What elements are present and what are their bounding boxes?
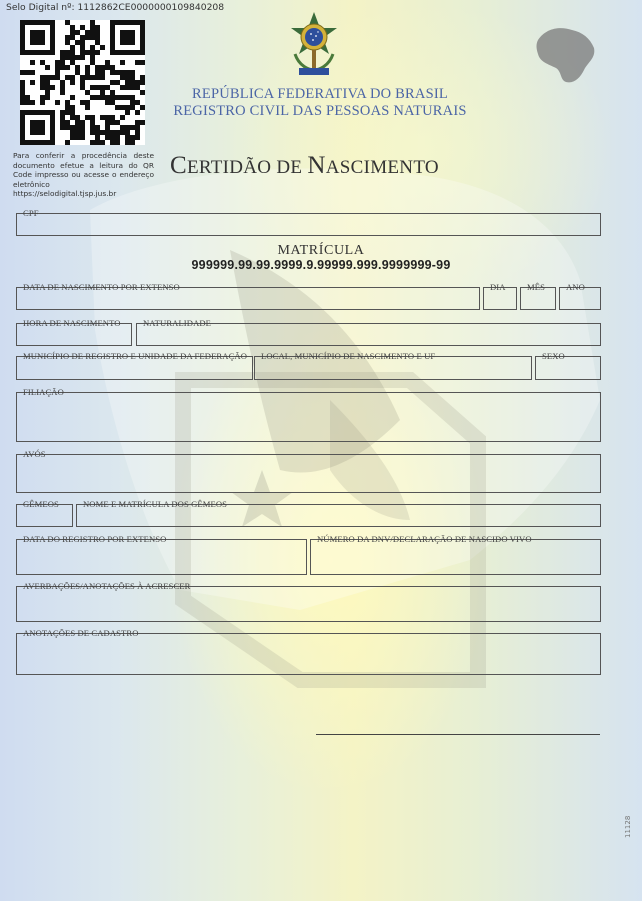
- side-code: 11128: [624, 815, 632, 838]
- issuer-block: [170, 86, 470, 120]
- republic-name: REPÚBLICA FEDERATIVA DO BRASIL: [192, 86, 448, 102]
- averbacoes-label: AVERBAÇÕES/ANOTAÇÕES À ACRESCER: [23, 581, 191, 591]
- avos-label: AVÓS: [23, 449, 46, 459]
- qr-instructions: Para conferir a procedência deste documento efetue a leitura do QR Code impresso ou acesse o endereço eletrônico https://selodigital.tjsp.jus.br: [13, 151, 154, 199]
- qr-code[interactable]: [20, 20, 145, 145]
- gemeos-names-field[interactable]: [76, 499, 601, 527]
- naturalidade-field[interactable]: [136, 318, 601, 346]
- gemeos-names-label: NOME E MATRÍCULA DOS GÊMEOS: [83, 499, 228, 509]
- sex-field[interactable]: [535, 351, 601, 380]
- anotacoes-field[interactable]: [16, 628, 601, 675]
- cpf-label: CPF: [23, 208, 39, 218]
- filiacao-field[interactable]: [16, 387, 601, 442]
- sex-label: SEXO: [542, 351, 565, 361]
- year-label: ANO: [566, 282, 585, 292]
- digital-seal-id: Selo Digital nº: 1112862CE0000000109840208: [6, 2, 225, 13]
- anotacoes-label: ANOTAÇÕES DE CADASTRO: [23, 628, 139, 638]
- coat-of-arms-icon: [285, 10, 343, 80]
- filiacao-label: FILIAÇÃO: [23, 387, 64, 397]
- registry-city-label: MUNICÍPIO DE REGISTRO E UNIDADE DA FEDERAÇÃO: [23, 351, 248, 361]
- averbacoes-field[interactable]: [16, 581, 601, 622]
- gemeos-label: GÊMEOS: [23, 499, 59, 509]
- signature-line: [316, 734, 600, 735]
- dnv-number-label: NÚMERO DA DNV/DECLARAÇÃO DE NASCIDO VIVO: [317, 534, 532, 544]
- birth-date-text-field[interactable]: [16, 282, 480, 310]
- birth-place-field[interactable]: [254, 351, 532, 380]
- registry-date-field[interactable]: [16, 534, 307, 575]
- cpf-field[interactable]: [16, 208, 601, 236]
- dnv-number-field[interactable]: [310, 534, 601, 575]
- birth-time-label: HORA DE NASCIMENTO: [23, 318, 121, 328]
- birth-time-field[interactable]: [16, 318, 132, 346]
- registry-city-field[interactable]: [16, 351, 253, 380]
- matricula-label: MATRÍCULA: [277, 243, 365, 258]
- birth-place-label: LOCAL, MUNICÍPIO DE NASCIMENTO E UF: [261, 351, 436, 361]
- document-title: CERTIDÃO DE NASCIMENTO: [170, 152, 439, 179]
- gemeos-field[interactable]: [16, 499, 73, 527]
- month-label: MÊS: [527, 282, 545, 292]
- registry-date-label: DATA DO REGISTRO POR EXTENSO: [23, 534, 167, 544]
- matricula-value: 999999.99.99.9999.9.99999.999.9999999-99: [191, 258, 451, 272]
- month-field[interactable]: [520, 282, 556, 310]
- birth-date-text-label: DATA DE NASCIMENTO POR EXTENSO: [23, 282, 180, 292]
- day-field[interactable]: [483, 282, 517, 310]
- year-field[interactable]: [559, 282, 601, 310]
- day-label: DIA: [490, 282, 506, 292]
- avos-field[interactable]: [16, 449, 601, 493]
- brazil-map-icon: [530, 22, 600, 88]
- registry-name: REGISTRO CIVIL DAS PESSOAS NATURAIS: [173, 103, 467, 119]
- naturalidade-label: NATURALIDADE: [143, 318, 212, 328]
